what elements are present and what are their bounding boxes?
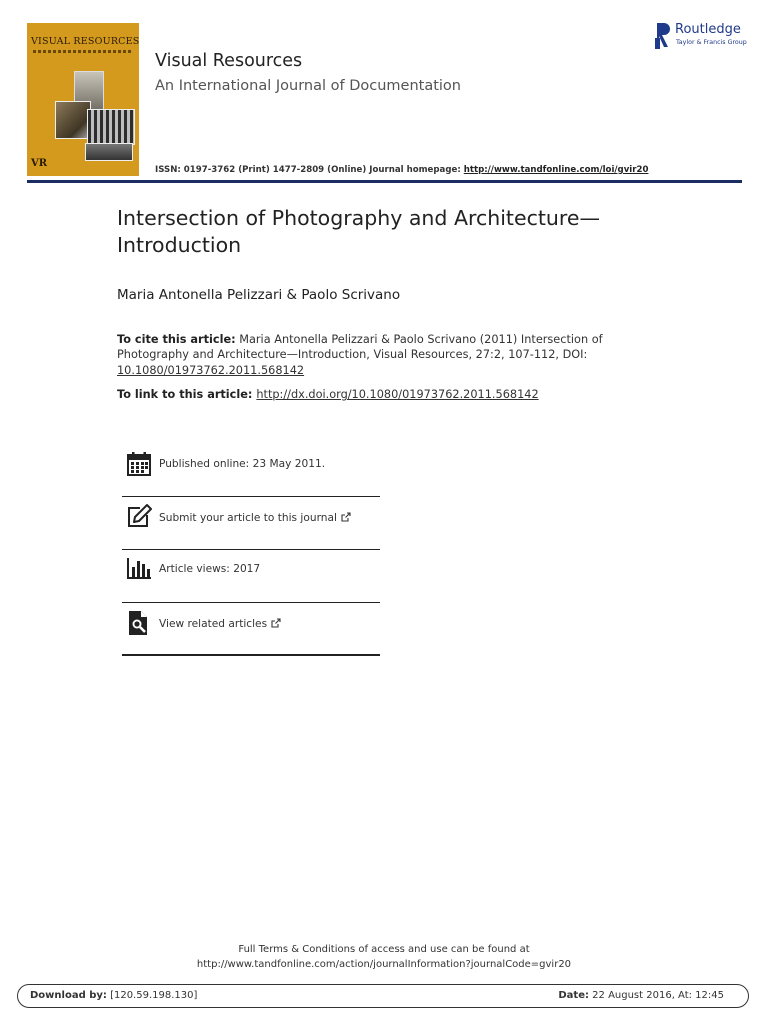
header-divider xyxy=(27,180,742,183)
issn-line xyxy=(155,165,648,175)
download-info-bar xyxy=(17,984,749,1008)
publisher-name: Routledge xyxy=(675,22,741,37)
date-value: 22 August 2016, At: 12:45 xyxy=(588,990,724,1001)
cover-photo xyxy=(87,109,135,145)
article-views-text: Article views: 2017 xyxy=(159,563,261,575)
journal-subtitle: An International Journal of Documentation xyxy=(155,78,461,94)
published-row xyxy=(122,444,380,496)
edit-icon xyxy=(126,503,152,529)
article-link-line xyxy=(117,388,539,401)
divider xyxy=(122,654,380,656)
external-link-icon xyxy=(341,512,351,522)
bar-chart-icon xyxy=(126,555,152,581)
related-articles-link[interactable] xyxy=(159,618,281,630)
article-views-row xyxy=(122,550,380,602)
cover-logo: VR xyxy=(31,158,48,169)
external-link-icon xyxy=(271,618,281,628)
article-title: Intersection of Photography and Architecture—Introduction xyxy=(117,206,600,257)
link-label: To link to this article: xyxy=(117,388,257,401)
terms-notice xyxy=(0,942,768,972)
submit-article-link[interactable] xyxy=(159,512,351,524)
doi-link[interactable]: 10.1080/01973762.2011.568142 xyxy=(117,363,305,377)
download-label: Download by: xyxy=(30,990,107,1001)
calendar-icon xyxy=(126,451,152,477)
publisher-logo[interactable] xyxy=(655,21,750,51)
cite-label: To cite this article: xyxy=(117,333,236,346)
terms-line: Full Terms & Conditions of access and use can be found at xyxy=(238,944,530,955)
download-value: [120.59.198.130] xyxy=(106,990,198,1001)
cover-photo xyxy=(85,143,133,161)
journal-cover-image xyxy=(27,23,139,176)
issn-text: ISSN: 0197-3762 (Print) 1477-2809 (Online) Journal homepage: xyxy=(155,165,464,175)
submit-article-text: Submit your article to this journal xyxy=(159,512,337,524)
terms-url-link[interactable]: http://www.tandfonline.com/action/journalInformation?journalCode=gvir20 xyxy=(196,959,572,970)
citation-block xyxy=(117,332,617,378)
download-by xyxy=(30,990,197,1001)
related-articles-text: View related articles xyxy=(159,618,268,630)
journal-homepage-link[interactable]: http://www.tandfonline.com/loi/gvir20 xyxy=(463,165,649,175)
related-articles-row[interactable] xyxy=(122,603,380,655)
cover-subtitle-lines xyxy=(33,50,133,53)
publisher-tagline: Taylor & Francis Group xyxy=(676,39,747,46)
download-date xyxy=(558,990,724,1001)
published-text: Published online: 23 May 2011. xyxy=(159,458,326,470)
article-authors: Maria Antonella Pelizzari & Paolo Scrivano xyxy=(117,287,401,303)
cite-text: Maria Antonella Pelizzari & Paolo Scrivano (2011) Intersection of Photography and Architecture—Introduction, Visual Resources, 27:2, 107-112, DOI: xyxy=(117,333,603,362)
search-document-icon xyxy=(126,610,152,636)
submit-article-row[interactable] xyxy=(122,497,380,549)
cover-photo xyxy=(55,101,91,139)
routledge-r-icon xyxy=(655,21,671,49)
date-label: Date: xyxy=(558,990,589,1001)
article-url-link[interactable]: http://dx.doi.org/10.1080/01973762.2011.568142 xyxy=(256,388,539,401)
journal-title: Visual Resources xyxy=(155,51,303,71)
cover-title: VISUAL RESOURCES xyxy=(31,36,139,47)
